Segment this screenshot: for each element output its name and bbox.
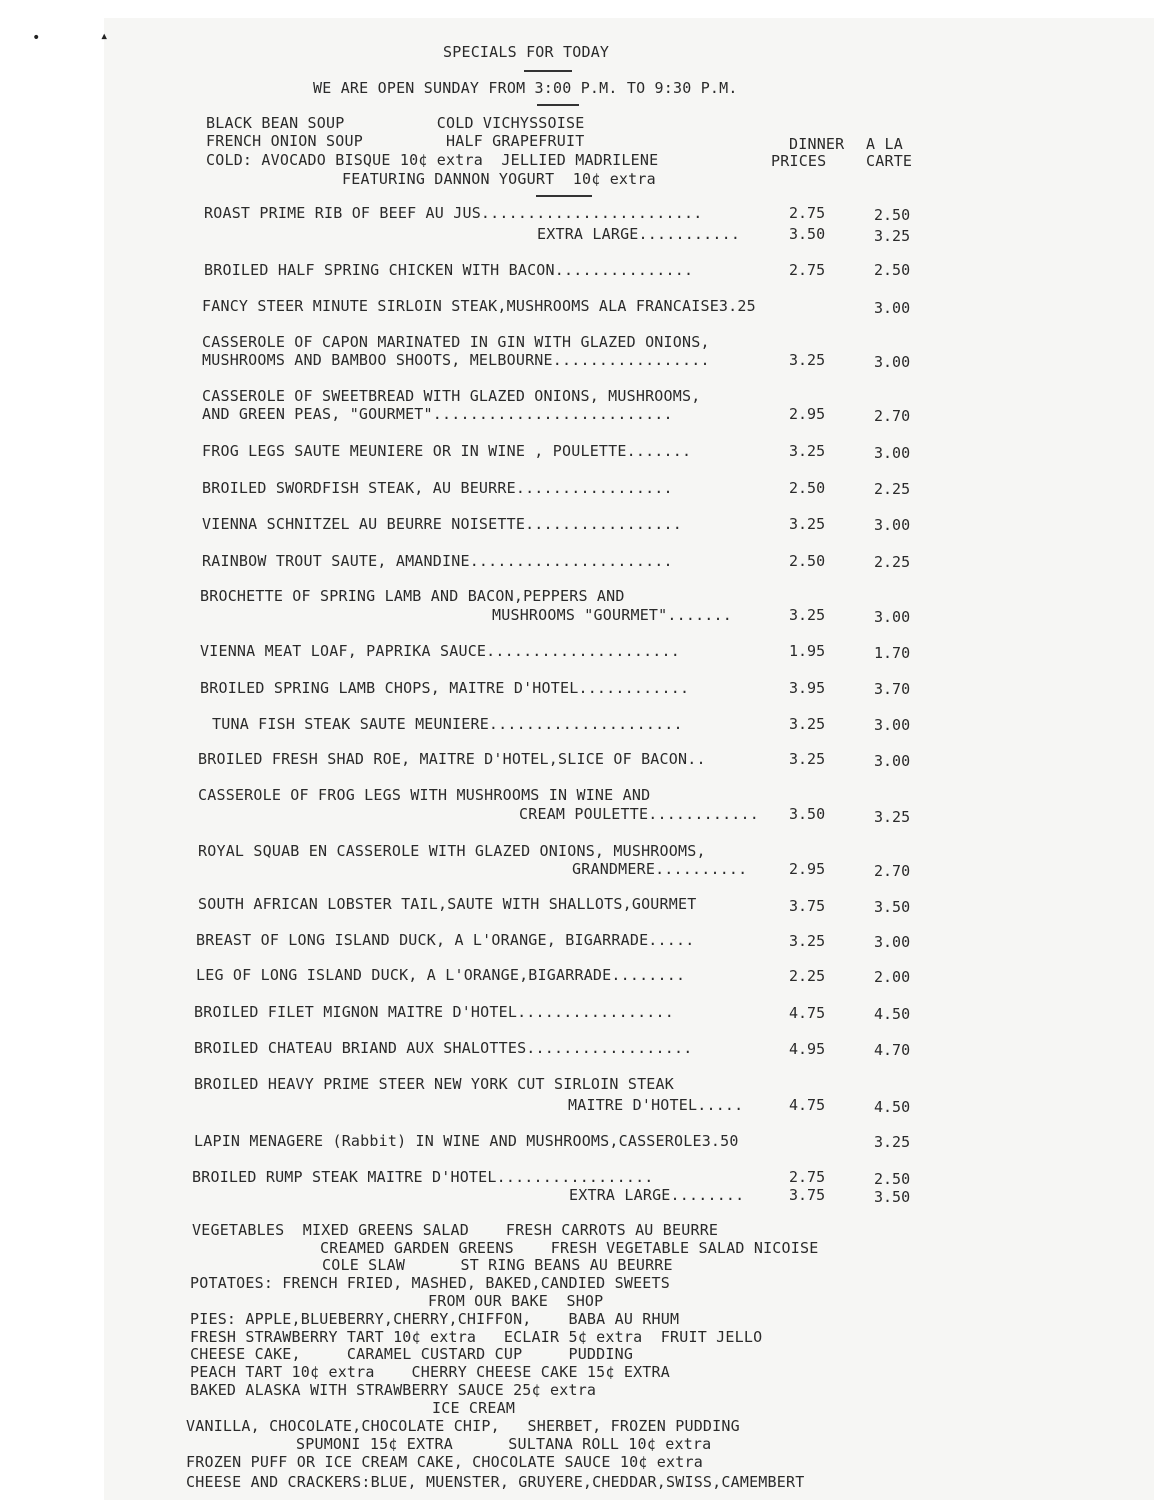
dessert-line: CHEESE CAKE, CARAMEL CUSTARD CUP PUDDING bbox=[190, 1345, 634, 1363]
ice-cream-line: VANILLA, CHOCOLATE,CHOCOLATE CHIP, SHERBET, FROZEN PUDDING bbox=[186, 1417, 740, 1435]
dinner-price: 3.50 bbox=[789, 225, 826, 243]
dinner-price: 4.75 bbox=[789, 1096, 826, 1114]
entree-text: ROYAL SQUAB EN CASSEROLE WITH GLAZED ONIONS, MUSHROOMS, bbox=[198, 842, 706, 860]
dinner-price: 2.95 bbox=[789, 405, 826, 423]
bake-shop-heading: FROM OUR BAKE SHOP bbox=[428, 1292, 604, 1310]
entree-text: MAITRE D'HOTEL..... bbox=[568, 1096, 744, 1114]
carte-col-heading: A LA bbox=[866, 135, 903, 153]
entree-text: RAINBOW TROUT SAUTE, AMANDINE...................... bbox=[202, 552, 673, 570]
carte-price: 2.25 bbox=[874, 480, 911, 498]
sides-line: VEGETABLES MIXED GREENS SALAD FRESH CARROTS AU BEURRE bbox=[192, 1221, 719, 1239]
dinner-price: 3.75 bbox=[789, 1186, 826, 1204]
carte-price: 3.00 bbox=[874, 716, 911, 734]
dinner-price: 2.25 bbox=[789, 967, 826, 985]
carte-price: 3.00 bbox=[874, 608, 911, 626]
hours-line: WE ARE OPEN SUNDAY FROM 3:00 P.M. TO 9:30 P.M. bbox=[313, 79, 738, 97]
dinner-price: 3.25 bbox=[789, 715, 826, 733]
entree-text: TUNA FISH STEAK SAUTE MEUNIERE..................... bbox=[212, 715, 683, 733]
divider bbox=[524, 70, 572, 72]
dinner-price: 3.95 bbox=[789, 679, 826, 697]
entree-text: LAPIN MENAGERE (Rabbit) IN WINE AND MUSHROOMS,CASSEROLE3.50 bbox=[194, 1132, 739, 1150]
dinner-col-heading: DINNER bbox=[789, 135, 845, 153]
carte-price: 2.70 bbox=[874, 407, 911, 425]
carte-price: 3.70 bbox=[874, 680, 911, 698]
divider bbox=[536, 195, 592, 197]
dinner-price: 3.25 bbox=[789, 606, 826, 624]
entree-text: CASSEROLE OF CAPON MARINATED IN GIN WITH GLAZED ONIONS, bbox=[202, 333, 710, 351]
carte-price: 1.70 bbox=[874, 644, 911, 662]
entree-text: MUSHROOMS "GOURMET"....... bbox=[492, 606, 732, 624]
carte-price: 2.50 bbox=[874, 261, 911, 279]
dinner-price: 3.25 bbox=[789, 515, 826, 533]
dinner-price: 1.95 bbox=[789, 642, 826, 660]
entree-text: GRANDMERE.......... bbox=[572, 860, 748, 878]
scan-mark-right: ▴ bbox=[100, 28, 109, 44]
entree-text: BREAST OF LONG ISLAND DUCK, A L'ORANGE, BIGARRADE..... bbox=[196, 931, 695, 949]
sides-line: COLE SLAW ST RING BEANS AU BEURRE bbox=[322, 1256, 673, 1274]
entree-text: VIENNA MEAT LOAF, PAPRIKA SAUCE..................... bbox=[200, 642, 680, 660]
scan-mark-left: • bbox=[32, 30, 41, 46]
dinner-price: 2.50 bbox=[789, 479, 826, 497]
potatoes-line: POTATOES: FRENCH FRIED, MASHED, BAKED,CANDIED SWEETS bbox=[190, 1274, 670, 1292]
carte-price: 3.00 bbox=[874, 516, 911, 534]
soup-line: COLD: AVOCADO BISQUE 10¢ extra JELLIED MADRILENE bbox=[206, 151, 659, 169]
carte-price: 4.50 bbox=[874, 1005, 911, 1023]
entree-text: FANCY STEER MINUTE SIRLOIN STEAK,MUSHROOMS ALA FRANCAISE3.25 bbox=[202, 297, 756, 315]
carte-price: 4.50 bbox=[874, 1098, 911, 1116]
carte-price: 3.50 bbox=[874, 898, 911, 916]
dessert-line: BAKED ALASKA WITH STRAWBERRY SAUCE 25¢ extra bbox=[190, 1381, 597, 1399]
carte-price: 2.50 bbox=[874, 1170, 911, 1188]
entree-text: CASSEROLE OF FROG LEGS WITH MUSHROOMS IN WINE AND bbox=[198, 786, 651, 804]
dessert-line: PEACH TART 10¢ extra CHERRY CHEESE CAKE 15¢ EXTRA bbox=[190, 1363, 670, 1381]
entree-text: BROILED CHATEAU BRIAND AUX SHALOTTES.................. bbox=[194, 1039, 693, 1057]
carte-col-heading: CARTE bbox=[866, 152, 913, 170]
dinner-price: 2.75 bbox=[789, 261, 826, 279]
entree-text: FROG LEGS SAUTE MEUNIERE OR IN WINE , POULETTE....... bbox=[202, 442, 692, 460]
dinner-price: 3.75 bbox=[789, 897, 826, 915]
entree-text: BROILED HEAVY PRIME STEER NEW YORK CUT SIRLOIN STEAK bbox=[194, 1075, 674, 1093]
entree-text: BROILED SWORDFISH STEAK, AU BEURRE................. bbox=[202, 479, 673, 497]
dessert-line: FRESH STRAWBERRY TART 10¢ extra ECLAIR 5¢ extra FRUIT JELLO bbox=[190, 1328, 763, 1346]
carte-price: 3.00 bbox=[874, 299, 911, 317]
carte-price: 2.70 bbox=[874, 862, 911, 880]
dinner-price: 4.95 bbox=[789, 1040, 826, 1058]
entree-text: CREAM POULETTE............ bbox=[519, 805, 759, 823]
dinner-price: 4.75 bbox=[789, 1004, 826, 1022]
dinner-price: 2.50 bbox=[789, 552, 826, 570]
carte-price: 2.00 bbox=[874, 968, 911, 986]
entree-text: CASSEROLE OF SWEETBREAD WITH GLAZED ONIONS, MUSHROOMS, bbox=[202, 387, 701, 405]
dinner-price: 3.25 bbox=[789, 442, 826, 460]
entree-text: AND GREEN PEAS, "GOURMET".......................... bbox=[202, 405, 673, 423]
entree-text: LEG OF LONG ISLAND DUCK, A L'ORANGE,BIGARRADE........ bbox=[196, 966, 686, 984]
dinner-price: 2.75 bbox=[789, 1168, 826, 1186]
entree-text: BROILED FRESH SHAD ROE, MAITRE D'HOTEL,SLICE OF BACON.. bbox=[198, 750, 706, 768]
entree-text: BROCHETTE OF SPRING LAMB AND BACON,PEPPERS AND bbox=[200, 587, 625, 605]
carte-price: 3.00 bbox=[874, 752, 911, 770]
sides-line: CREAMED GARDEN GREENS FRESH VEGETABLE SALAD NICOISE bbox=[320, 1239, 819, 1257]
entree-text: BROILED FILET MIGNON MAITRE D'HOTEL................. bbox=[194, 1003, 674, 1021]
dinner-price: 2.95 bbox=[789, 860, 826, 878]
entree-text: EXTRA LARGE........... bbox=[537, 225, 741, 243]
dinner-price: 3.25 bbox=[789, 351, 826, 369]
divider bbox=[537, 104, 579, 106]
carte-price: 3.25 bbox=[874, 808, 911, 826]
dessert-line: PIES: APPLE,BLUEBERRY,CHERRY,CHIFFON, BABA AU RHUM bbox=[190, 1310, 680, 1328]
carte-price: 4.70 bbox=[874, 1041, 911, 1059]
carte-price: 2.50 bbox=[874, 206, 911, 224]
dinner-price: 3.50 bbox=[789, 805, 826, 823]
entree-text: ROAST PRIME RIB OF BEEF AU JUS........................ bbox=[204, 204, 703, 222]
yogurt-line: FEATURING DANNON YOGURT 10¢ extra bbox=[342, 170, 656, 188]
soup-line: BLACK BEAN SOUP COLD VICHYSSOISE bbox=[206, 114, 585, 132]
entree-text: BROILED RUMP STEAK MAITRE D'HOTEL................. bbox=[192, 1168, 654, 1186]
entree-text: BROILED SPRING LAMB CHOPS, MAITRE D'HOTEL............ bbox=[200, 679, 690, 697]
entree-text: VIENNA SCHNITZEL AU BEURRE NOISETTE................. bbox=[202, 515, 682, 533]
carte-price: 3.50 bbox=[874, 1188, 911, 1206]
entree-text: SOUTH AFRICAN LOBSTER TAIL,SAUTE WITH SHALLOTS,GOURMET bbox=[198, 895, 697, 913]
ice-cream-line: SPUMONI 15¢ EXTRA SULTANA ROLL 10¢ extra bbox=[296, 1435, 712, 1453]
carte-price: 3.00 bbox=[874, 444, 911, 462]
dinner-price: 2.75 bbox=[789, 204, 826, 222]
dinner-col-heading: PRICES bbox=[771, 152, 827, 170]
dinner-price: 3.25 bbox=[789, 750, 826, 768]
dessert-line: FROZEN PUFF OR ICE CREAM CAKE, CHOCOLATE SAUCE 10¢ extra bbox=[186, 1453, 703, 1471]
entree-text: EXTRA LARGE........ bbox=[569, 1186, 745, 1204]
carte-price: 3.25 bbox=[874, 1133, 911, 1151]
carte-price: 2.25 bbox=[874, 553, 911, 571]
dinner-price: 3.25 bbox=[789, 932, 826, 950]
carte-price: 3.00 bbox=[874, 933, 911, 951]
entree-text: MUSHROOMS AND BAMBOO SHOOTS, MELBOURNE................. bbox=[202, 351, 710, 369]
carte-price: 3.00 bbox=[874, 353, 911, 371]
entree-text: BROILED HALF SPRING CHICKEN WITH BACON............... bbox=[204, 261, 694, 279]
page-title: SPECIALS FOR TODAY bbox=[443, 43, 610, 61]
soup-line: FRENCH ONION SOUP HALF GRAPEFRUIT bbox=[206, 132, 585, 150]
carte-price: 3.25 bbox=[874, 227, 911, 245]
ice-cream-heading: ICE CREAM bbox=[432, 1399, 516, 1417]
cheese-line: CHEESE AND CRACKERS:BLUE, MUENSTER, GRUYERE,CHEDDAR,SWISS,CAMEMBERT bbox=[186, 1473, 805, 1491]
